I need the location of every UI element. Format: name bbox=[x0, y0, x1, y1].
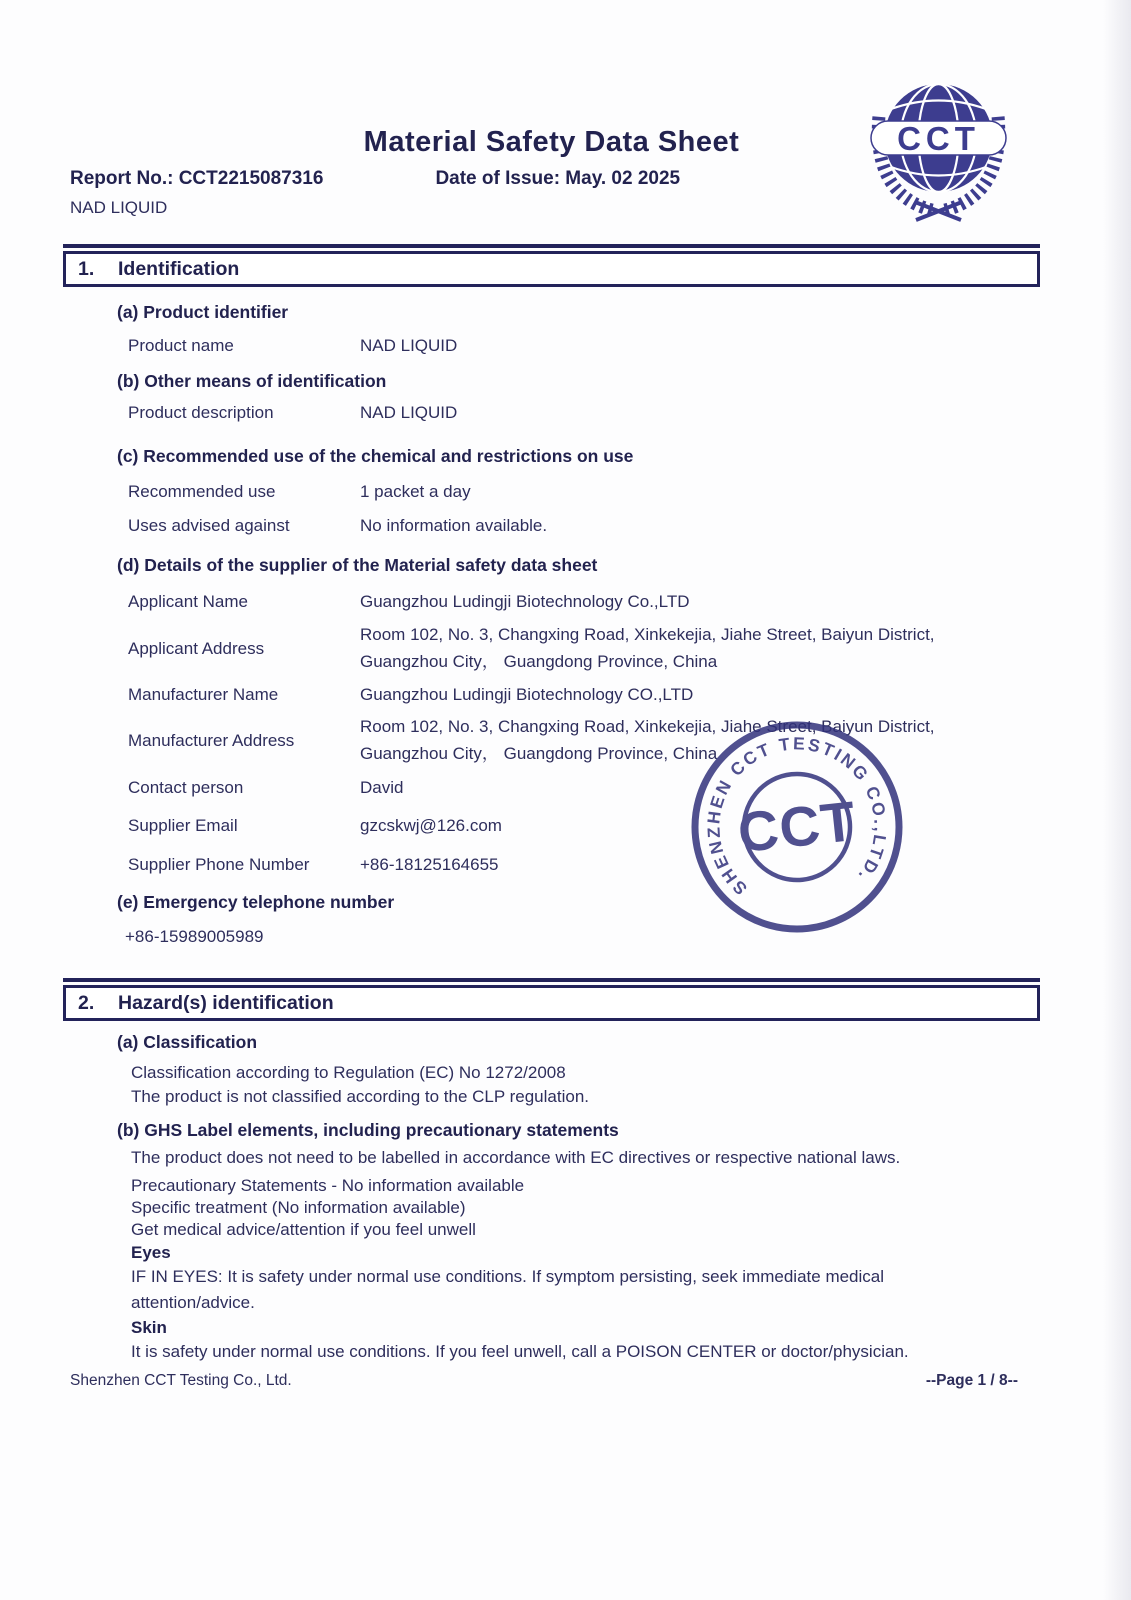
classification-line-1: Classification according to Regulation (EC) No 1272/2008 bbox=[131, 1063, 566, 1082]
section-2-header bbox=[63, 985, 1040, 1021]
uses-advised-against-value: No information available. bbox=[360, 516, 548, 535]
manufacturer-address-value: Room 102, No. 3, Changxing Road, Xinkekejia, Jiahe Street, Baiyun District, Guangzhou City， Guangdong Province, China bbox=[360, 717, 935, 763]
row-applicant-address bbox=[63, 621, 1040, 675]
product-name-value: NAD LIQUID bbox=[360, 336, 458, 355]
recommended-use-label: Recommended use bbox=[128, 482, 276, 501]
row-recommended-use bbox=[63, 481, 1040, 503]
recommended-use-value: 1 packet a day bbox=[360, 482, 471, 501]
eyes-heading: Eyes bbox=[131, 1243, 171, 1262]
applicant-name-value: Guangzhou Ludingji Biotechnology Co.,LTD bbox=[360, 592, 690, 611]
row-manufacturer-name bbox=[63, 684, 1040, 706]
manufacturer-address-label: Manufacturer Address bbox=[128, 730, 295, 750]
ghs-label-paragraph: The product does not need to be labelled in accordance with EC directives or respective national laws. bbox=[131, 1148, 901, 1167]
section-1-number: 1. bbox=[78, 257, 95, 280]
subsection-e-heading: (e) Emergency telephone number bbox=[117, 892, 395, 912]
product-name-label: Product name bbox=[128, 336, 234, 355]
row-supplier-email bbox=[63, 815, 1040, 837]
row-product-description bbox=[63, 402, 1040, 424]
supplier-email-value: gzcskwj@126.com bbox=[360, 816, 502, 835]
classification-line-2: The product is not classified according to the CLP regulation. bbox=[131, 1087, 590, 1106]
product-name-header: NAD LIQUID bbox=[70, 198, 168, 217]
stamp-center-text: CCT bbox=[734, 789, 859, 865]
ghs-label-heading: (b) GHS Label elements, including precautionary statements bbox=[117, 1120, 619, 1140]
classification-heading: (a) Classification bbox=[117, 1032, 258, 1052]
product-description-label: Product description bbox=[128, 403, 274, 422]
applicant-name-label: Applicant Name bbox=[128, 592, 249, 611]
section-1-top-rule bbox=[63, 244, 1040, 248]
emergency-phone-number: +86-15989005989 bbox=[125, 927, 264, 946]
row-supplier-phone bbox=[63, 854, 1040, 876]
page-title: Material Safety Data Sheet bbox=[363, 126, 740, 158]
section-2-top-rule bbox=[63, 978, 1040, 982]
manufacturer-name-value: Guangzhou Ludingji Biotechnology CO.,LTD bbox=[360, 685, 694, 704]
contact-person-value: David bbox=[360, 778, 404, 797]
stamp-ring-text: SHENZHEN CCT TESTING CO.,LTD. bbox=[703, 733, 891, 900]
section-2-title: Hazard(s) identification bbox=[118, 991, 334, 1014]
section-2-number: 2. bbox=[78, 991, 95, 1014]
subsection-a-heading: (a) Product identifier bbox=[117, 302, 289, 322]
report-line bbox=[63, 168, 1040, 190]
row-contact-person bbox=[63, 777, 1040, 799]
uses-advised-against-label: Uses advised against bbox=[128, 516, 290, 535]
manufacturer-name-label: Manufacturer Name bbox=[128, 685, 279, 704]
precautionary-line-1: Precautionary Statements - No information available bbox=[131, 1176, 525, 1195]
row-product-name bbox=[63, 335, 1040, 357]
supplier-email-label: Supplier Email bbox=[128, 816, 238, 835]
scan-edge-shade bbox=[1103, 0, 1131, 1600]
row-applicant-name bbox=[63, 591, 1040, 613]
supplier-phone-label: Supplier Phone Number bbox=[128, 855, 310, 874]
applicant-address-value: Room 102, No. 3, Changxing Road, Xinkekejia, Jiahe Street, Baiyun District, Guangzhou City， Guangdong Province, China bbox=[360, 625, 935, 671]
precautionary-line-2: Specific treatment (No information available) bbox=[131, 1198, 466, 1217]
page-footer bbox=[70, 1372, 1018, 1390]
footer-company: Shenzhen CCT Testing Co., Ltd. bbox=[70, 1372, 292, 1389]
section-1-header bbox=[63, 251, 1040, 287]
product-description-value: NAD LIQUID bbox=[360, 403, 458, 422]
eyes-statement: IF IN EYES: It is safety under normal use conditions. If symptom persisting, seek immediate medical attention/advice. bbox=[131, 1267, 885, 1312]
row-manufacturer-address bbox=[63, 713, 1040, 767]
supplier-phone-value: +86-18125164655 bbox=[360, 855, 499, 874]
row-uses-advised-against bbox=[63, 515, 1040, 537]
precautionary-line-3: Get medical advice/attention if you feel unwell bbox=[131, 1220, 476, 1239]
logo-text: CCT bbox=[897, 120, 980, 157]
skin-heading: Skin bbox=[131, 1318, 167, 1337]
subsection-d-heading: (d) Details of the supplier of the Material safety data sheet bbox=[117, 555, 598, 575]
contact-person-label: Contact person bbox=[128, 778, 244, 797]
skin-statement: It is safety under normal use conditions. If you feel unwell, call a POISON CENTER or doctor/physician. bbox=[131, 1342, 909, 1361]
report-number: Report No.: CCT2215087316 bbox=[70, 168, 324, 189]
applicant-address-label: Applicant Address bbox=[128, 638, 265, 658]
section-1-title: Identification bbox=[118, 257, 240, 280]
date-of-issue: Date of Issue: May. 02 2025 bbox=[435, 168, 681, 189]
subsection-b-heading: (b) Other means of identification bbox=[117, 371, 387, 391]
subsection-c-heading: (c) Recommended use of the chemical and restrictions on use bbox=[117, 446, 634, 466]
footer-page-number: --Page 1 / 8-- bbox=[925, 1372, 1018, 1389]
